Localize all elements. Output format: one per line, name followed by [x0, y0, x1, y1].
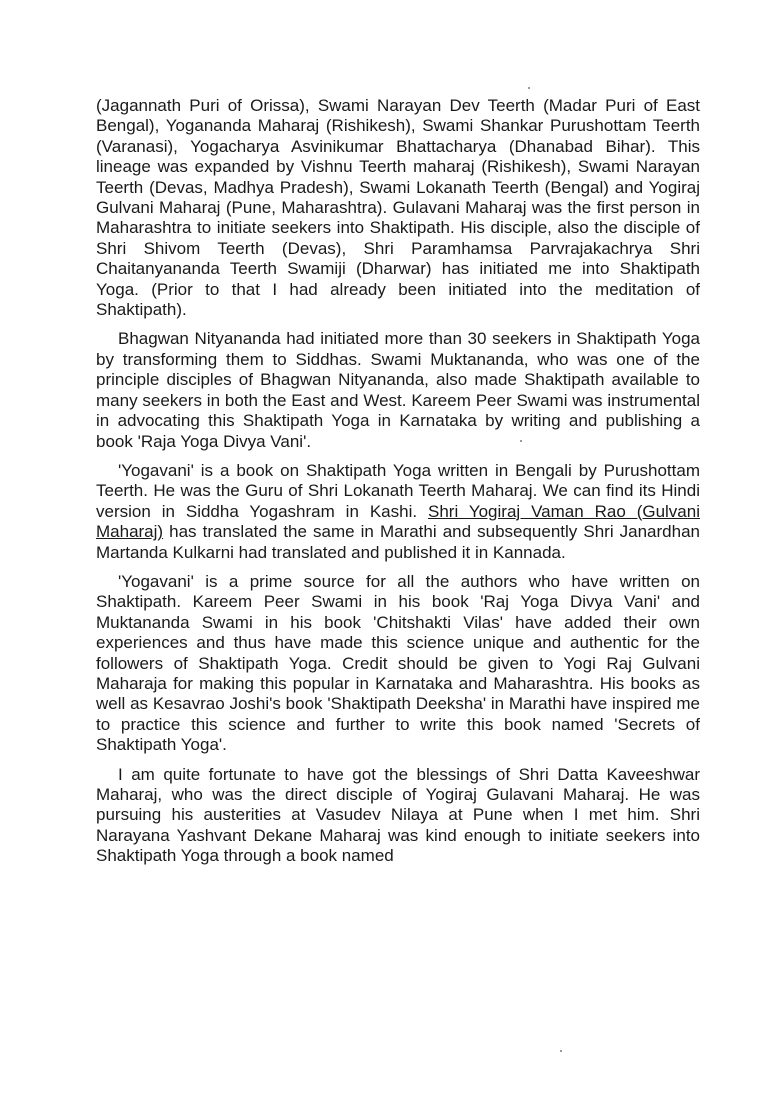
paragraph-text-before: 'Yogavani' is a book on Shaktipath Yoga written in Bengali by Purushottam Teerth. He was the Guru of Shri Lokanath Teerth Maharaj. We can find its Hindi version in Siddha Yogashram in Kashi.: [96, 460, 700, 521]
underlined-name: Shri Yogiraj Vaman Rao (Gulvani Maharaj): [96, 501, 700, 542]
paragraph-text-after: has translated the same in Marathi and subsequently Shri Janardhan Martanda Kulkarni had translated and published it in Kannada.: [96, 522, 700, 562]
paragraph-lineage: (Jagannath Puri of Orissa), Swami Narayan Dev Teerth (Madar Puri of East Bengal), Yogananda Maharaj (Rishikesh), Swami Shankar Purushottam Teerth (Varanasi), Yogacharya Asvinikumar Bhattacharya (Dhanabad Bihar). This lineage was expanded by Vishnu Teerth maharaj (Rishikesh), Swami Narayan Teerth (Devas, Madhya Pradesh), Swami Lokanath Teerth (Bengal) and Yogiraj Gulvani Maharaj (Pune, Maharashtra). Gulavani Maharaj was the first person in Maharashtra to initiate seekers into Shaktipath. His disciple, also the disciple of Shri Shivom Teerth (Devas), Shri Paramhamsa Parvrajakachrya Shri Chaitanyananda Teerth Swamiji (Dharwar) has initiated me into Shaktipath Yoga. (Prior to that I had already been initiated into the meditation of Shaktipath).: [96, 96, 700, 320]
paragraph-nityananda: Bhagwan Nityananda had initiated more than 30 seekers in Shaktipath Yoga by transforming them to Siddhas. Swami Muktananda, who was one of the principle disciples of Bhagwan Nityananda, also made Shaktipath available to many seekers in both the East and West. Kareem Peer Swami was instrumental in advocating this Shaktipath Yoga in Karnataka by writing and publishing a book 'Raja Yoga Divya Vani'.: [96, 329, 700, 451]
scan-speck: [528, 87, 530, 89]
paragraph-blessings: I am quite fortunate to have got the blessings of Shri Datta Kaveeshwar Maharaj, who was the direct disciple of Yogiraj Gulavani Maharaj. He was pursuing his austerities at Vasudev Nilaya at Pune when I met him. Shri Narayana Yashvant Dekane Maharaj was kind enough to initiate seekers into Shaktipath Yoga through a book named: [96, 764, 700, 866]
body-text: [96, 96, 700, 867]
paragraph-yogavani-source: 'Yogavani' is a prime source for all the authors who have written on Shaktipath. Kareem Peer Swami in his book 'Raj Yoga Divya Vani' and Muktananda Swami in his book 'Chitshakti Vilas' have added their own experiences and thus have made this science unique and authentic for the followers of Shaktipath Yoga. Credit should be given to Yogi Raj Gulvani Maharaja for making this popular in Karnataka and Maharashtra. His books as well as Kesavrao Joshi's book 'Shaktipath Deeksha' in Marathi have inspired me to practice this science and further to write this book named 'Secrets of Shaktipath Yoga'.: [96, 571, 700, 755]
scan-speck: [560, 1050, 562, 1052]
paragraph-yogavani-book: [96, 461, 700, 563]
